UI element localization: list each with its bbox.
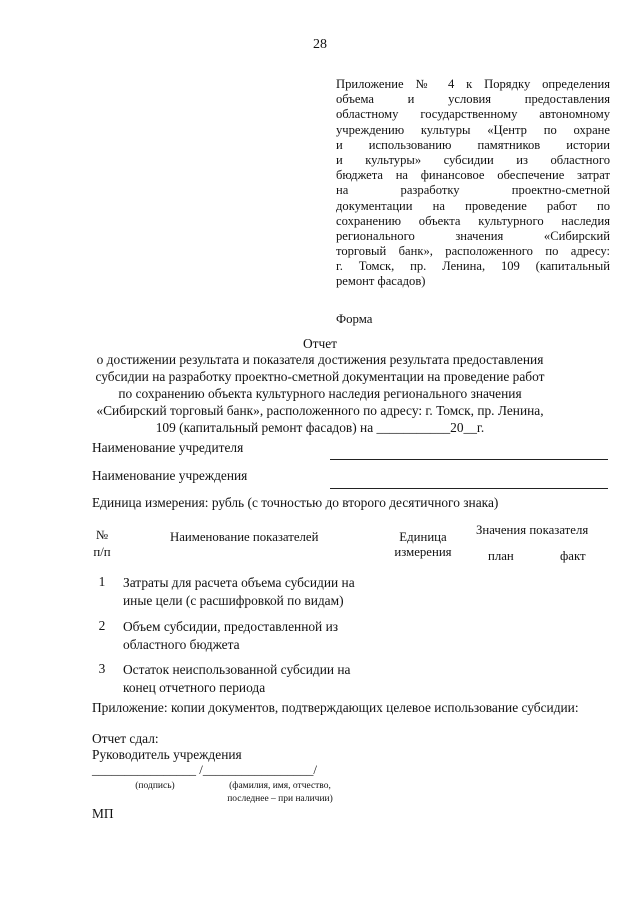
annex-line: регионального значения «Сибирский	[336, 228, 610, 243]
name-caption	[210, 780, 350, 805]
header-fact: факт	[560, 549, 586, 563]
institution-label: Наименование учреждения	[92, 468, 248, 483]
row-line: областного бюджета	[123, 637, 240, 652]
row-number: 3	[98, 661, 106, 676]
annex-line: г. Томск, пр. Ленина, 109 (капитальный	[336, 259, 610, 274]
page-number: 28	[313, 37, 327, 52]
table-row-text	[123, 661, 393, 697]
name-caption-line1: (фамилия, имя, отчество,	[229, 781, 331, 791]
submitted-label: Отчет сдал:	[92, 731, 159, 746]
annex-line: и культуры» субсидии из областного	[336, 152, 610, 167]
annex-line: бюджета на финансовое обеспечение затрат	[336, 168, 610, 183]
table-row-text	[123, 618, 393, 654]
row-line: Объем субсидии, предоставленной из	[123, 619, 339, 634]
annex-line: на разработку проектно-сметной	[336, 183, 610, 198]
annex-line: учреждению культуры «Центр по охране	[336, 122, 610, 137]
row-number: 1	[98, 574, 106, 589]
header-unit-line1: Единица	[399, 530, 447, 544]
row-number: 2	[98, 618, 106, 633]
signature-caption: (подпись)	[135, 781, 175, 791]
annex-line: объема и условия предоставления	[336, 92, 610, 107]
annex-line: сохранению объекта культурного наследия	[336, 213, 610, 228]
annex-header	[336, 77, 610, 290]
annex-line: Приложение № 4 к Порядку определения	[336, 77, 610, 91]
head-of-institution-label: Руководитель учреждения	[92, 747, 242, 762]
annex-line: областному государственному автономному	[336, 107, 610, 122]
header-indicator-name: Наименование показателей	[170, 530, 319, 544]
institution-field-line[interactable]	[330, 488, 608, 489]
form-label: Форма	[336, 312, 373, 326]
header-values: Значения показателя	[476, 523, 589, 537]
name-caption-line2: последнее – при наличии)	[227, 793, 333, 804]
annex-line: и использованию памятников истории	[336, 137, 610, 152]
annex-line: ремонт фасадов)	[336, 274, 426, 289]
row-line: Остаток неиспользованной субсидии на	[123, 662, 351, 677]
table-row-text	[123, 574, 393, 610]
header-plan: план	[488, 549, 514, 563]
founder-field-line[interactable]	[330, 459, 608, 460]
unit-of-measure-line: Единица измерения: рубль (с точностью до второго десятичного знака)	[92, 495, 499, 510]
founder-label: Наименование учредителя	[92, 440, 244, 455]
signature-line[interactable]: ________________ /_________________/	[92, 762, 317, 777]
row-line: конец отчетного периода	[123, 680, 266, 695]
report-subtitle: о достижении результата и показателя достижения результата предоставления субсидии на разработку проектно-сметной документации на проведение работ по сохранению объекта культурного наследия регионального значения «Сибирский торговый банк», расположенного по адресу: г. Томск, пр. Ленина, 109 (капитальный ремонт фасадов) на ___________20__г.	[95, 352, 545, 435]
attachment-note: Приложение: копии документов, подтверждающих целевое использование субсидии:	[92, 700, 579, 715]
header-num-abbr: п/п	[93, 545, 111, 559]
row-line: Затраты для расчета объема субсидии на	[123, 575, 355, 590]
report-title: Отчет	[302, 336, 338, 351]
stamp-place: МП	[92, 806, 114, 821]
header-unit-line2: измерения	[394, 545, 452, 559]
header-num-symbol: №	[95, 528, 109, 542]
row-line: иные цели (с расшифровкой по видам)	[123, 593, 344, 608]
annex-line: документации на проведение работ по	[336, 198, 610, 213]
annex-line: торговый банк», расположенного по адресу:	[336, 244, 610, 259]
